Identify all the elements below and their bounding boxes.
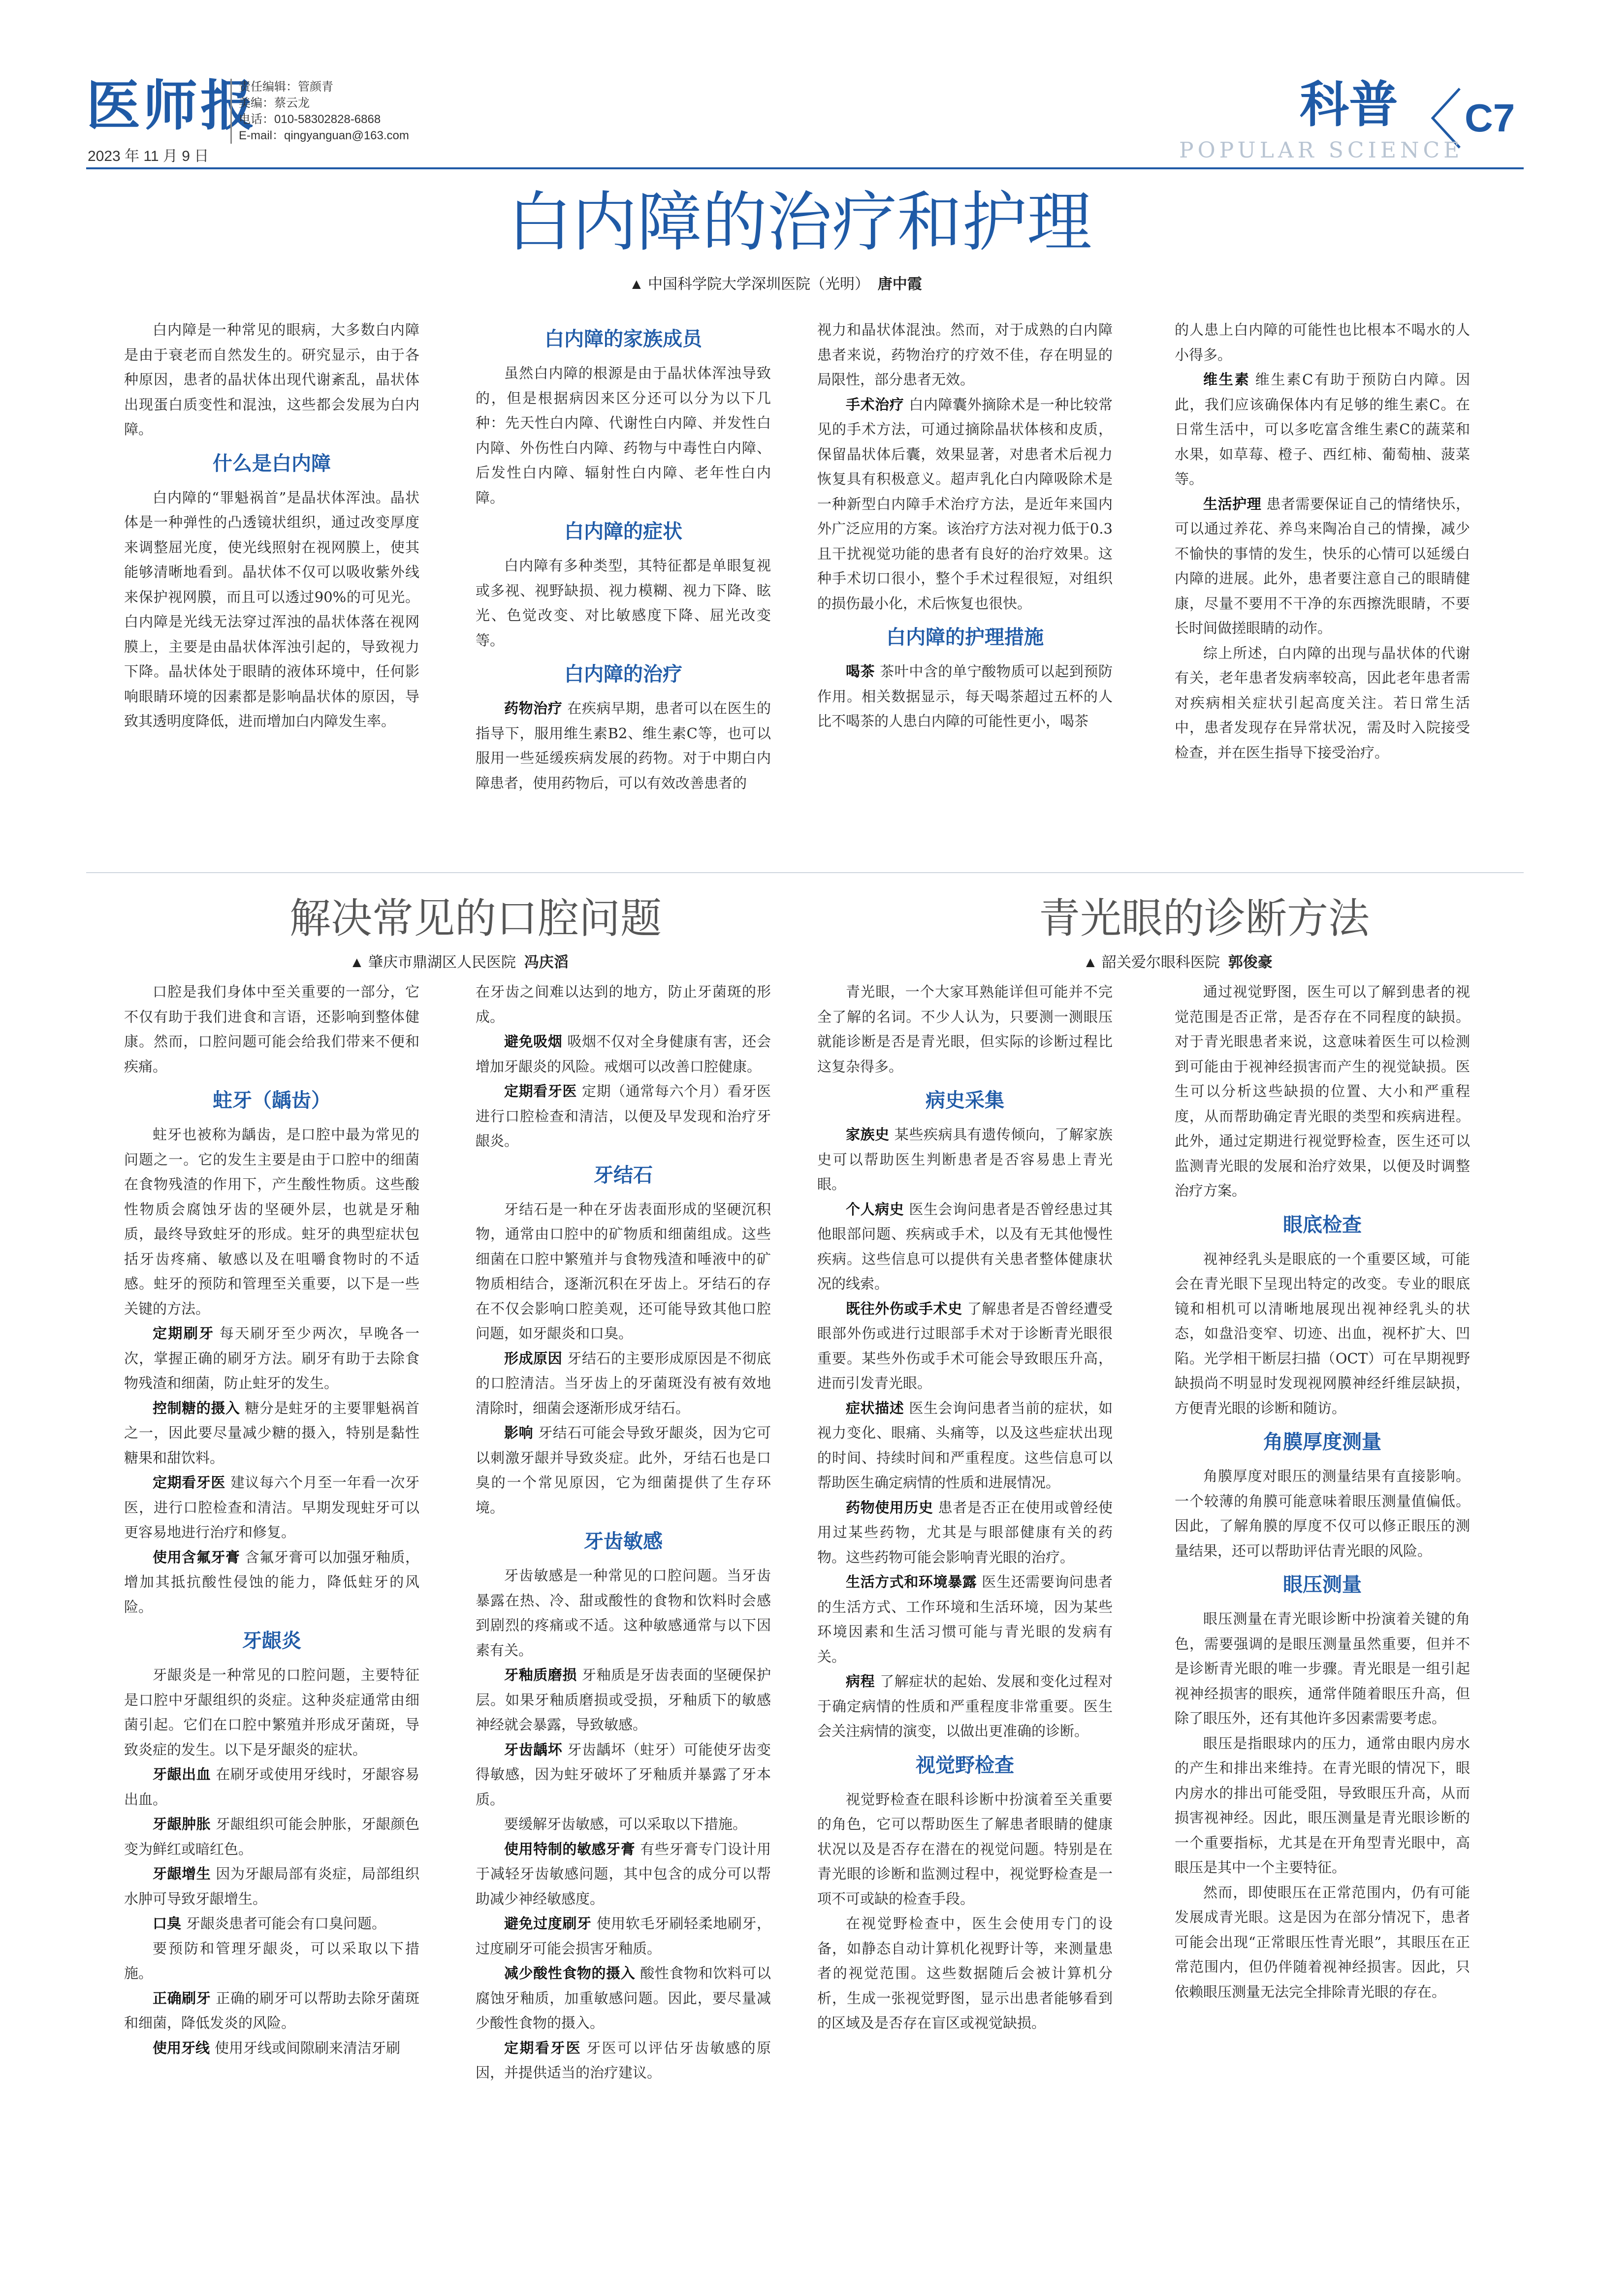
article-column [817, 317, 1113, 734]
byline-org: ▲ 肇庆市鼎湖区人民医院 [350, 954, 516, 971]
newspaper-logo: 医师报 [86, 74, 257, 137]
paragraph-text: 然而，即使眼压在正常范围内，仍有可能发展成青光眼。这是因为在部分情况下，患者可能会出现“正常眼压性青光眼”，其眼压在正常范围内，但仍伴随着视神经损害。因此，只依赖眼压测量无法完全排除青光眼的存在。 [1175, 1884, 1470, 2000]
article-paragraph [1175, 641, 1470, 765]
paragraph-text: 白内障的“罪魁祸首”是晶状体浑浊。晶状体是一种弹性的凸透镜状组织，通过改变厚度来调整屈光度，使光线照射在视网膜上，使其能够清晰地看到。晶状体不仅可以吸收紫外线来保护视网膜，而且可以透过90%的可见光。白内障是光线无法穿过浑浊的晶状体落在视网膜上，主要是由晶状体浑浊引起的，导致视力下降。晶状体处于眼睛的液体环境中，任何影响眼睛环境的因素都是影响晶状体的原因，导致其透明度降低，进而增加白内障发生率。 [124, 489, 419, 729]
article-paragraph [124, 2036, 419, 2061]
section-heading: 白内障的症状 [564, 521, 682, 542]
article-paragraph [124, 1122, 419, 1321]
article-paragraph [817, 1197, 1113, 1296]
paragraph-lead: 使用特制的敏感牙膏 [504, 1840, 636, 1857]
paragraph-text: 糖分是蛀牙的主要罪魁祸首之一，因此要尽量减少糖的摄入，特别是黏性糖果和甜饮料。 [124, 1399, 419, 1466]
byline-author: 郭俊豪 [1228, 954, 1273, 971]
article-paragraph [476, 553, 771, 653]
section-heading: 眼压测量 [1283, 1574, 1362, 1596]
article-paragraph [124, 1321, 419, 1396]
article-paragraph [1175, 367, 1470, 492]
paragraph-text: 维生素C有助于预防白内障。因此，我们应该确保体内有足够的维生素C。在日常生活中，可以多吃富含维生素C的蔬菜和水果，如草莓、橙子、西红柿、葡萄柚、菠菜等。 [1175, 371, 1470, 487]
article-paragraph [817, 1495, 1113, 1570]
article-paragraph [476, 1197, 771, 1346]
paragraph-lead: 影响 [504, 1424, 534, 1441]
paragraph-text: 有些牙膏专门设计用于减轻牙齿敏感问题，其中包含的成分可以帮助减少神经敏感度。 [476, 1840, 771, 1907]
paragraph-text: 牙齿龋坏（蛀牙）可能使牙齿变得敏感，因为蛀牙破坏了牙釉质并暴露了牙本质。 [476, 1741, 771, 1808]
paragraph-lead: 定期看牙医 [504, 1083, 577, 1100]
section-heading: 角膜厚度测量 [1263, 1431, 1381, 1453]
paragraph-text: 牙医可以评估牙齿敏感的原因，并提供适当的治疗建议。 [476, 2039, 771, 2081]
paragraph-lead: 病程 [846, 1673, 875, 1690]
article-column [1175, 979, 1470, 2004]
paragraph-text: 的人患上白内障的可能性也比根本不喝水的人小得多。 [1175, 321, 1470, 363]
article-paragraph [124, 979, 419, 1079]
paragraph-text: 口腔是我们身体中至关重要的一部分，它不仅有助于我们进食和言语，还影响到整体健康。然而，口腔问题可能会给我们带来不便和疾痛。 [124, 983, 419, 1075]
paragraph-text: 医生会询问患者是否曾经患过其他眼部问题、疾病或手术，以及有无其他慢性疾病。这些信息可以提供有关患者整体健康状况的线索。 [817, 1200, 1113, 1292]
article-byline [350, 950, 569, 972]
paragraph-lead: 使用牙线 [153, 2039, 210, 2056]
paragraph-text: 角膜厚度对眼压的测量结果有直接影响。一个较薄的角膜可能意味着眼压测量值偏低。因此，了解角膜的厚度不仅可以修正眼压的测量结果，还可以帮助评估青光眼的风险。 [1175, 1468, 1470, 1559]
paragraph-text: 白内障是一种常见的眼病，大多数白内障是由于衰老而自然发生的。研究显示，由于各种原因，患者的晶状体出现代谢紊乱，晶状体出现蛋白质变性和混浊，这些都会发展为白内障。 [124, 321, 419, 438]
section-heading: 牙结石 [594, 1164, 653, 1186]
section-title-en: POPULAR SCIENCE [1179, 138, 1464, 163]
paragraph-text: 眼压是指眼球内的压力，通常由眼内房水的产生和排出来维持。在青光眼的情况下，眼内房水的排出可能受阻，导致眼压升高，从而损害视神经。因此，眼压测量是青光眼诊断的一个重要指标，尤其是在开角型青光眼中，高眼压是其中一个主要特征。 [1175, 1734, 1470, 1876]
paragraph-lead: 定期刷牙 [153, 1325, 215, 1342]
paragraph-text: 要缓解牙齿敏感，可以采取以下措施。 [504, 1816, 747, 1832]
article-paragraph [817, 659, 1113, 734]
paragraph-lead: 既往外伤或手术史 [846, 1300, 962, 1317]
article-paragraph [476, 1420, 771, 1520]
article-paragraph [1175, 492, 1470, 641]
article-paragraph [124, 1911, 419, 1936]
article-paragraph [1175, 979, 1470, 1203]
paragraph-text: 使用软毛牙刷轻柔地刷牙，过度刷牙可能会损害牙釉质。 [476, 1915, 771, 1957]
paragraph-lead: 定期看牙医 [153, 1474, 225, 1491]
section-heading: 病史采集 [926, 1090, 1004, 1111]
paragraph-text: 在视觉野检查中，医生会使用专门的设备，如静态自动计算机化视野计等，来测量患者的视觉范围。这些数据随后会被计算机分析，生成一张视觉野图，显示出患者能够看到的区域及是否存在盲区或视觉缺损。 [817, 1915, 1113, 2031]
paragraph-lead: 使用含氟牙膏 [153, 1548, 240, 1566]
article-column [124, 317, 419, 734]
paragraph-text: 视力和晶状体混浊。然而，对于成熟的白内障患者来说，药物治疗的疗效不佳，存在明显的局限性，部分患者无效。 [817, 321, 1113, 388]
paragraph-lead: 喝茶 [846, 663, 875, 680]
paragraph-text: 医生会询问患者当前的症状，如视力变化、眼痛、头痛等，以及这些症状出现的时间、持续时间和严重程度。这些信息可以帮助医生确定病情的性质和进展情况。 [817, 1399, 1113, 1491]
paragraph-lead: 个人病史 [846, 1200, 904, 1218]
section-heading: 牙齿敏感 [584, 1531, 663, 1552]
paragraph-text: 因为牙龈局部有炎症，局部组织水肿可导致牙龈增生。 [124, 1865, 419, 1907]
paragraph-text: 综上所述，白内障的出现与晶状体的代谢有关，老年患者发病率较高，因此老年患者需对疾病相关症状引起高度关注。若日常生活中，患者发现存在异常状况，需及时入院接受检查，并在医生指导下接受治疗。 [1175, 644, 1470, 761]
paragraph-text: 牙釉质是牙齿表面的坚硬保护层。如果牙釉质磨损或受损，牙釉质下的敏感神经就会暴露，导致敏感。 [476, 1667, 771, 1733]
credit-line: 电话：010-58302828-6868 [239, 113, 381, 126]
article-paragraph [817, 1296, 1113, 1396]
paragraph-text: 牙龈炎患者可能会有口臭问题。 [186, 1915, 386, 1932]
section-heading: 白内障的治疗 [564, 663, 682, 685]
article-paragraph [124, 1663, 419, 1762]
article-paragraph [476, 1663, 771, 1737]
article-paragraph [817, 1396, 1113, 1495]
paragraph-lead: 牙齿龋坏 [504, 1741, 563, 1758]
article-column [1175, 317, 1470, 765]
paragraph-text: 建议每六个月至一年看一次牙医，进行口腔检查和清洁。早期发现蛀牙可以更容易地进行治疗和修复。 [124, 1474, 419, 1541]
paragraph-text: 蛀牙也被称为龋齿，是口腔中最为常见的问题之一。它的发生主要是由于口腔中的细菌在食物残渣的作用下，产生酸性物质。这些酸性物质会腐蚀牙齿的坚硬外层，也就是牙釉质，最终导致蛀牙的形成。蛀牙的典型症状包括牙齿疼痛、敏感以及在咀嚼食物时的不适感。蛀牙的预防和管理至关重要，以下是一些关键的方法。 [124, 1126, 419, 1317]
paragraph-text: 眼压测量在青光眼诊断中扮演着关键的角色，需要强调的是眼压测量虽然重要，但并不是诊断青光眼的唯一步骤。青光眼是一组引起视神经损害的眼疾，通常伴随着眼压升高，但除了眼压外，还有其他许多因素需要考虑。 [1175, 1610, 1470, 1727]
paragraph-lead: 避免吸烟 [504, 1033, 563, 1050]
article-paragraph [817, 317, 1113, 392]
section-divider [86, 872, 1524, 873]
paragraph-text: 牙齿敏感是一种常见的口腔问题。当牙齿暴露在热、冷、甜或酸性的食物和饮料时会感到剧烈的疼痛或不适。这种敏感通常与以下因素有关。 [476, 1567, 771, 1659]
article-paragraph [124, 317, 419, 442]
byline-org: ▲ 中国科学院大学深圳医院（光明） [629, 276, 870, 292]
paragraph-lead: 生活方式和环境暴露 [846, 1573, 977, 1590]
article-paragraph [817, 1122, 1113, 1197]
article-paragraph [124, 1470, 419, 1545]
paragraph-text: 每天刷牙至少两次，早晚各一次，掌握正确的刷牙方法。刷牙有助于去除食物残渣和细菌，防止蛀牙的发生。 [124, 1325, 419, 1391]
paragraph-text: 视神经乳头是眼底的一个重要区域，可能会在青光眼下呈现出特定的改变。专业的眼底镜和相机可以清晰地展现出视神经乳头的状态，如盘沿变窄、切迹、出血，视杯扩大、凹陷。光学相干断层扫描（OCT）可在早期视野缺损尚不明显时发现视网膜神经纤维层缺损，方便青光眼的诊断和随访。 [1175, 1250, 1470, 1416]
section-heading: 牙龈炎 [242, 1630, 301, 1652]
article-paragraph [476, 1346, 771, 1421]
paragraph-text: 牙结石的主要形成原因是不彻底的口腔清洁。当牙齿上的牙菌斑没有被有效地清除时，细菌会逐渐形成牙结石。 [476, 1350, 771, 1416]
paragraph-lead: 家族史 [846, 1126, 890, 1143]
article-paragraph [124, 1762, 419, 1812]
article-paragraph [124, 1396, 419, 1471]
section-heading: 白内障的家族成员 [544, 328, 702, 350]
paragraph-lead: 牙龈出血 [153, 1766, 211, 1783]
paragraph-text: 白内障囊外摘除术是一种比较常见的手术方法，可通过摘除晶状体核和皮质，保留晶状体后囊，效果显著，对患者术后视力恢复具有积极意义。超声乳化白内障吸除术是一种新型白内障手术治疗方法，是近年来国内外广泛应用的方案。该治疗方法对视力低于0.3且干扰视觉功能的患者有良好的治疗效果。这种手术切口很小，整个手术过程很短，对组织的损伤最小化，术后恢复也很快。 [817, 396, 1113, 612]
article-paragraph [476, 1029, 771, 1079]
section-title: 科普 [1300, 75, 1398, 133]
article-paragraph [817, 392, 1113, 616]
article-paragraph [124, 1812, 419, 1861]
article-paragraph [1175, 1464, 1470, 1563]
article-column [817, 979, 1113, 2036]
paragraph-text: 虽然白内障的根源是由于晶状体浑浊导致的，但是根据病因来区分还可以分为以下几种：先天性白内障、代谢性白内障、并发性白内障、外伤性白内障、药物与中毒性白内障、后发性白内障、辐射性白内障、老年性白内障。 [476, 365, 771, 506]
paragraph-lead: 生活护理 [1203, 495, 1262, 512]
paragraph-text: 茶叶中含的单宁酸物质可以起到预防作用。相关数据显示，每天喝茶超过五杯的人比不喝茶的人患白内障的可能性更小，喝茶 [817, 663, 1113, 729]
article-paragraph [476, 1563, 771, 1663]
paragraph-lead: 口臭 [153, 1915, 182, 1932]
byline-org: ▲ 韶关爱尔眼科医院 [1083, 954, 1220, 971]
paragraph-text: 使用牙线或间隙刷来清洁牙刷 [215, 2039, 401, 2056]
byline-author: 冯庆滔 [524, 954, 569, 971]
paragraph-text: 酸性食物和饮料可以腐蚀牙釉质，加重敏感问题。因此，要尽量减少酸性食物的摄入。 [476, 1965, 771, 2031]
article-paragraph [1175, 1606, 1470, 1731]
article-paragraph [476, 1961, 771, 2036]
paragraph-text: 牙结石是一种在牙齿表面形成的坚硬沉积物，通常由口腔中的矿物质和细菌组成。这些细菌在口腔中繁殖并与食物残渣和唾液中的矿物质相结合，逐渐沉积在牙齿上。牙结石的存在不仅会影响口腔美观，还可能导致其他口腔问题，如牙龈炎和口臭。 [476, 1200, 771, 1342]
paragraph-text: 通过视觉野图，医生可以了解到患者的视觉范围是否正常，是否存在不同程度的缺损。对于青光眼患者来说，这意味着医生可以检测到可能由于视神经损害而产生的视觉缺损。医生可以分析这些缺损的位置、大小和严重程度，从而帮助确定青光眼的类型和疾病进程。此外，通过定期进行视觉野检查，医生还可以监测青光眼的发展和治疗效果，以便及时调整治疗方案。 [1175, 983, 1470, 1199]
article-paragraph [817, 1570, 1113, 1669]
paragraph-text: 在牙齿之间难以达到的地方，防止牙菌斑的形成。 [476, 983, 771, 1025]
page-number: C7 [1465, 96, 1515, 140]
article-paragraph [817, 979, 1113, 1079]
paragraph-lead: 药物使用历史 [846, 1499, 933, 1516]
section-heading: 蛀牙（龋齿） [213, 1090, 331, 1111]
credit-line: 美编：蔡云龙 [239, 96, 310, 110]
section-heading: 白内障的护理措施 [886, 627, 1044, 648]
paragraph-text: 要预防和管理牙龈炎，可以采取以下措施。 [124, 1940, 419, 1981]
paragraph-text: 含氟牙膏可以加强牙釉质，增加其抵抗酸性侵蚀的能力，降低蛀牙的风险。 [124, 1548, 419, 1615]
article-column [476, 979, 771, 2085]
paragraph-text: 白内障有多种类型，其特征都是单眼复视或多视、视野缺损、视力模糊、视力下降、眩光、色觉改变、对比敏感度下降、屈光改变等。 [476, 557, 771, 649]
paragraph-text: 牙龈组织可能会肿胀，牙龈颜色变为鲜红或暗红色。 [124, 1816, 419, 1857]
credit-line: E-mail：qingyanguan@163.com [239, 129, 409, 142]
paragraph-text: 患者是否正在使用或曾经使用过某些药物，尤其是与眼部健康有关的药物。这些药物可能会影响青光眼的治疗。 [817, 1499, 1113, 1566]
paragraph-text: 了解症状的起始、发展和变化过程对于确定病情的性质和严重程度非常重要。医生会关注病情的演变，以做出更准确的诊断。 [817, 1673, 1113, 1739]
article-byline [1083, 950, 1273, 972]
article-paragraph [476, 696, 771, 795]
article-paragraph [817, 1911, 1113, 2036]
section-heading: 眼底检查 [1283, 1214, 1362, 1236]
article-paragraph [476, 979, 771, 1029]
article-paragraph [476, 1837, 771, 1912]
paragraph-lead: 症状描述 [846, 1399, 904, 1416]
paragraph-text: 视觉野检查在眼科诊断中扮演着至关重要的角色，它可以帮助医生了解患者眼睛的健康状况以及是否存在潜在的视觉问题。特别是在青光眼的诊断和监测过程中，视觉野检查是一项不可或缺的检查手段。 [817, 1791, 1113, 1907]
article-paragraph [124, 485, 419, 734]
paragraph-lead: 减少酸性食物的摄入 [504, 1965, 636, 1981]
article-paragraph [1175, 1880, 1470, 2005]
paragraph-text: 某些疾病具有遗传倾向，了解家族史可以帮助医生判断患者是否容易患上青光眼。 [817, 1126, 1113, 1193]
credit-line: 责任编辑：管颜青 [239, 80, 333, 94]
paragraph-text: 患者需要保证自己的情绪快乐，可以通过养花、养鸟来陶冶自己的情操，减少不愉快的事情的发生，快乐的心情可以延缓白内障的进展。此外，患者要注意自己的眼睛健康，尽量不要用不干净的东西擦洗眼睛，不要长时间做搓眼睛的动作。 [1175, 495, 1470, 636]
article-title: 青光眼的诊断方法 [1039, 894, 1370, 943]
article-paragraph [817, 1669, 1113, 1744]
article-paragraph [1175, 1247, 1470, 1421]
article-paragraph [476, 1737, 771, 1812]
article-paragraph [817, 1787, 1113, 1912]
paragraph-lead: 维生素 [1203, 371, 1250, 388]
paragraph-lead: 正确刷牙 [153, 1989, 211, 2007]
paragraph-text: 定期（通常每六个月）看牙医进行口腔检查和清洁，以便及早发现和治疗牙龈炎。 [476, 1083, 771, 1149]
article-paragraph [476, 2036, 771, 2085]
paragraph-text: 吸烟不仅对全身健康有害，还会增加牙龈炎的风险。戒烟可以改善口腔健康。 [476, 1033, 771, 1075]
section-heading: 什么是白内障 [213, 452, 331, 474]
paragraph-lead: 避免过度刷牙 [504, 1915, 592, 1932]
paragraph-text: 在刷牙或使用牙线时，牙龈容易出血。 [124, 1766, 419, 1808]
article-paragraph [1175, 1731, 1470, 1880]
paragraph-lead: 牙釉质磨损 [504, 1667, 577, 1683]
paragraph-text: 医生还需要询问患者的生活方式、工作环境和生活环境，因为某些环境因素和生活习惯可能与青光眼的发病有关。 [817, 1573, 1113, 1665]
article-paragraph [476, 361, 771, 510]
issue-date: 2023 年 11 月 9 日 [88, 148, 209, 164]
article-paragraph [124, 1545, 419, 1620]
paragraph-lead: 控制糖的摄入 [153, 1399, 240, 1416]
paragraph-lead: 形成原因 [504, 1350, 563, 1367]
paragraph-text: 了解患者是否曾经遭受眼部外伤或进行过眼部手术对于诊断青光眼很重要。某些外伤或手术可能会导致眼压升高，进而引发青光眼。 [817, 1300, 1113, 1391]
article-column [124, 979, 419, 2060]
article-title: 解决常见的口腔问题 [289, 894, 662, 943]
paragraph-lead: 牙龈肿胀 [153, 1816, 211, 1832]
paragraph-text: 牙结石可能会导致牙龈炎，因为它可以刺激牙龈并导致炎症。此外，牙结石也是口臭的一个常见原因，它为细菌提供了生存环境。 [476, 1424, 771, 1516]
section-heading: 视觉野检查 [916, 1754, 1014, 1776]
paragraph-text: 正确的刷牙可以帮助去除牙菌斑和细菌，降低发炎的风险。 [124, 1989, 419, 2031]
article-title: 白内障的治疗和护理 [507, 185, 1092, 260]
article-paragraph [124, 1936, 419, 1986]
article-byline [629, 272, 922, 293]
article-paragraph [476, 1079, 771, 1154]
article-paragraph [476, 1911, 771, 1961]
article-column [476, 317, 771, 795]
article-paragraph [476, 1812, 771, 1837]
paragraph-lead: 定期看牙医 [504, 2039, 582, 2056]
paragraph-lead: 手术治疗 [846, 396, 904, 413]
paragraph-text: 在疾病早期，患者可以在医生的指导下，服用维生素B2、维生素C等，也可以服用一些延缓疾病发展的药物。对于中期白内障患者，使用药物后，可以有效改善患者的 [476, 700, 771, 791]
header-rule [86, 167, 1524, 169]
article-paragraph [124, 1861, 419, 1911]
paragraph-text: 青光眼，一个大家耳熟能详但可能并不完全了解的名词。不少人认为，只要测一测眼压就能诊断是否是青光眼，但实际的诊断过程比这复杂得多。 [817, 983, 1113, 1075]
editor-credits [230, 79, 409, 144]
article-paragraph [1175, 317, 1470, 367]
paragraph-text: 牙龈炎是一种常见的口腔问题，主要特征是口腔中牙龈组织的炎症。这种炎症通常由细菌引起。它们在口腔中繁殖并形成牙菌斑，导致炎症的发生。以下是牙龈炎的症状。 [124, 1667, 419, 1758]
paragraph-lead: 牙龈增生 [153, 1865, 211, 1882]
article-paragraph [124, 1986, 419, 2036]
byline-author: 唐中霞 [877, 276, 922, 292]
paragraph-lead: 药物治疗 [504, 700, 563, 717]
